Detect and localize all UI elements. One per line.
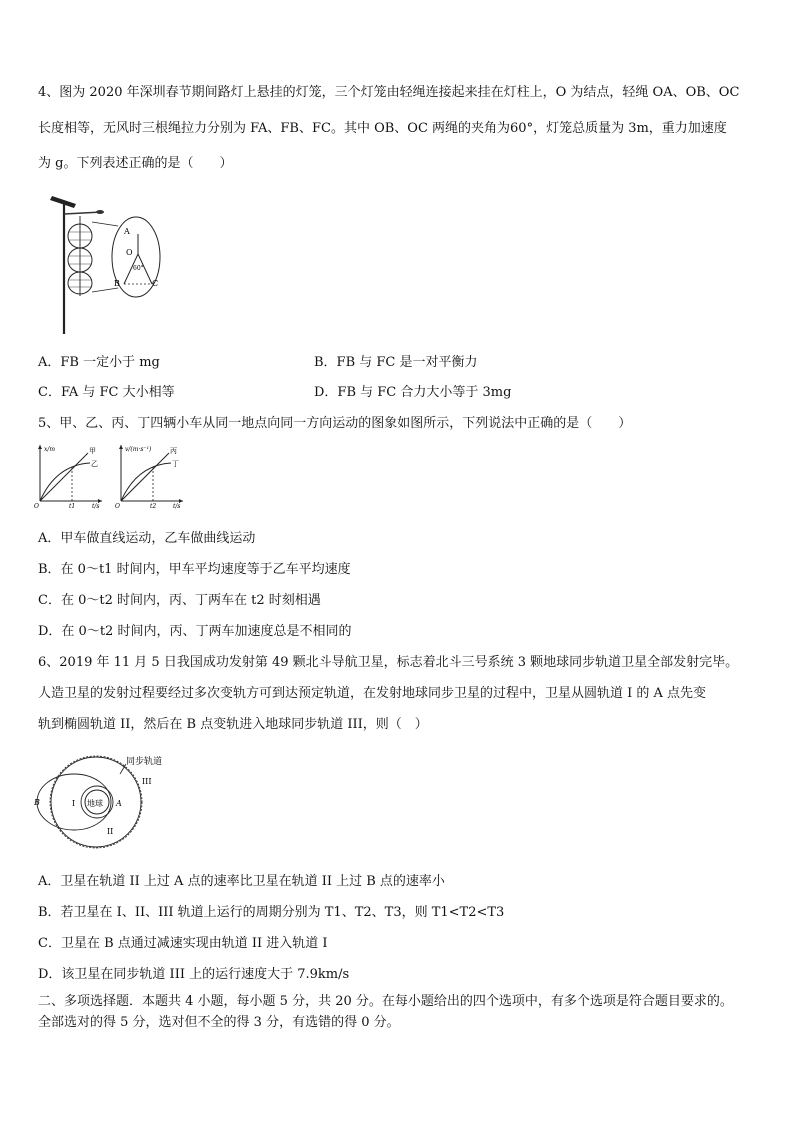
lantern-figure: [40, 192, 176, 336]
vt-tick: t2: [150, 503, 157, 509]
q4-option-c: C．FA 与 FC 大小相等: [38, 385, 175, 400]
section2-heading-line2: 全部选对的得 5 分，选对但不全的得 3 分，有选错的得 0 分。: [38, 1015, 400, 1030]
xt-origin: O: [34, 503, 39, 509]
orbit-label-II: II: [107, 827, 114, 836]
fig-label-B: B: [114, 279, 120, 288]
vt-xlabel: t/s: [173, 503, 181, 509]
fig-label-C: C: [152, 279, 159, 288]
vt-ylabel: v/(m·s⁻¹): [125, 446, 152, 453]
vt-series-ding: 丁: [172, 460, 179, 468]
q6-option-c: C．卫星在 B 点通过减速实现由轨道 II 进入轨道 I: [38, 936, 328, 951]
fig-label-A: A: [124, 227, 130, 236]
q5-option-a: A．甲车做直线运动，乙车做曲线运动: [38, 531, 256, 546]
orbit-label-I: I: [72, 799, 76, 808]
q5-stem: 5、甲、乙、丙、丁四辆小车从同一地点向同一方向运动的图象如图所示，下列说法中正确的是（ ）: [38, 416, 632, 431]
orbit-figure: [34, 752, 164, 852]
q4-option-d: D．FB 与 FC 合力大小等于 3mg: [314, 385, 512, 400]
q5-option-d: D．在 0～t2 时间内，丙、丁两车加速度总是不相同的: [38, 624, 352, 639]
q6-option-d: D．该卫星在同步轨道 III 上的运行速度大于 7.9km/s: [38, 967, 350, 982]
xt-series-yi: 乙: [91, 460, 98, 468]
vt-series-bing: 丙: [170, 447, 177, 455]
earth-label: 地球: [87, 799, 103, 808]
q4-stem-line2: 长度相等，无风时三根绳拉力分别为 FA、FB、FC。其中 OB、OC 两绳的夹角为60°，灯笼总质量为 3m，重力加速度: [38, 121, 727, 136]
q4-option-a: A．FB 一定小于 mg: [38, 355, 160, 370]
sync-orbit-label: 同步轨道: [126, 757, 163, 767]
xt-xlabel: t/s: [92, 503, 100, 509]
xt-series-jia: 甲: [89, 447, 96, 455]
point-label-B: B: [34, 798, 40, 807]
q6-stem-line3: 轨到椭圆轨道 II，然后在 B 点变轨进入地球同步轨道 III，则（ ）: [38, 717, 428, 732]
xt-graph: [34, 441, 106, 509]
point-label-A: A: [116, 799, 122, 808]
q4-stem-line1: 4、图为 2020 年深圳春节期间路灯上悬挂的灯笼，三个灯笼由轻绳连接起来挂在灯柱上，O 为结点，轻绳 OA、OB、OC: [38, 85, 740, 100]
fig-label-O: O: [126, 248, 133, 257]
vt-origin: O: [115, 503, 120, 509]
xt-ylabel: x/m: [44, 446, 56, 453]
q5-option-c: C．在 0～t2 时间内，丙、丁两车在 t2 时刻相遇: [38, 593, 321, 608]
q6-stem-line1: 6、2019 年 11 月 5 日我国成功发射第 49 颗北斗导航卫星，标志着北斗三号系统 3 颗地球同步轨道卫星全部发射完毕。: [38, 655, 739, 670]
vt-graph: [115, 441, 187, 509]
q4-option-b: B．FB 与 FC 是一对平衡力: [314, 355, 478, 370]
xt-tick: t1: [69, 503, 76, 509]
fig-label-angle: 60°: [133, 265, 144, 272]
orbit-label-III: III: [142, 777, 152, 786]
q5-option-b: B．在 0～t1 时间内，甲车平均速度等于乙车平均速度: [38, 562, 351, 577]
q6-stem-line2: 人造卫星的发射过程要经过多次变轨方可到达预定轨道，在发射地球同步卫星的过程中，卫星从圆轨道 I 的 A 点先变: [38, 686, 707, 701]
q4-stem-line3: 为 g。下列表述正确的是（ ）: [38, 156, 233, 171]
q6-option-b: B．若卫星在 I、II、III 轨道上运行的周期分别为 T1、T2、T3，则 T1<T2<T3: [38, 905, 505, 920]
section2-heading-line1: 二、多项选择题．本题共 4 小题，每小题 5 分，共 20 分。在每小题给出的四个选项中，有多个选项是符合题目要求的。: [38, 994, 733, 1009]
q6-option-a: A．卫星在轨道 II 上过 A 点的速率比卫星在轨道 II 上过 B 点的速率小: [38, 874, 445, 889]
